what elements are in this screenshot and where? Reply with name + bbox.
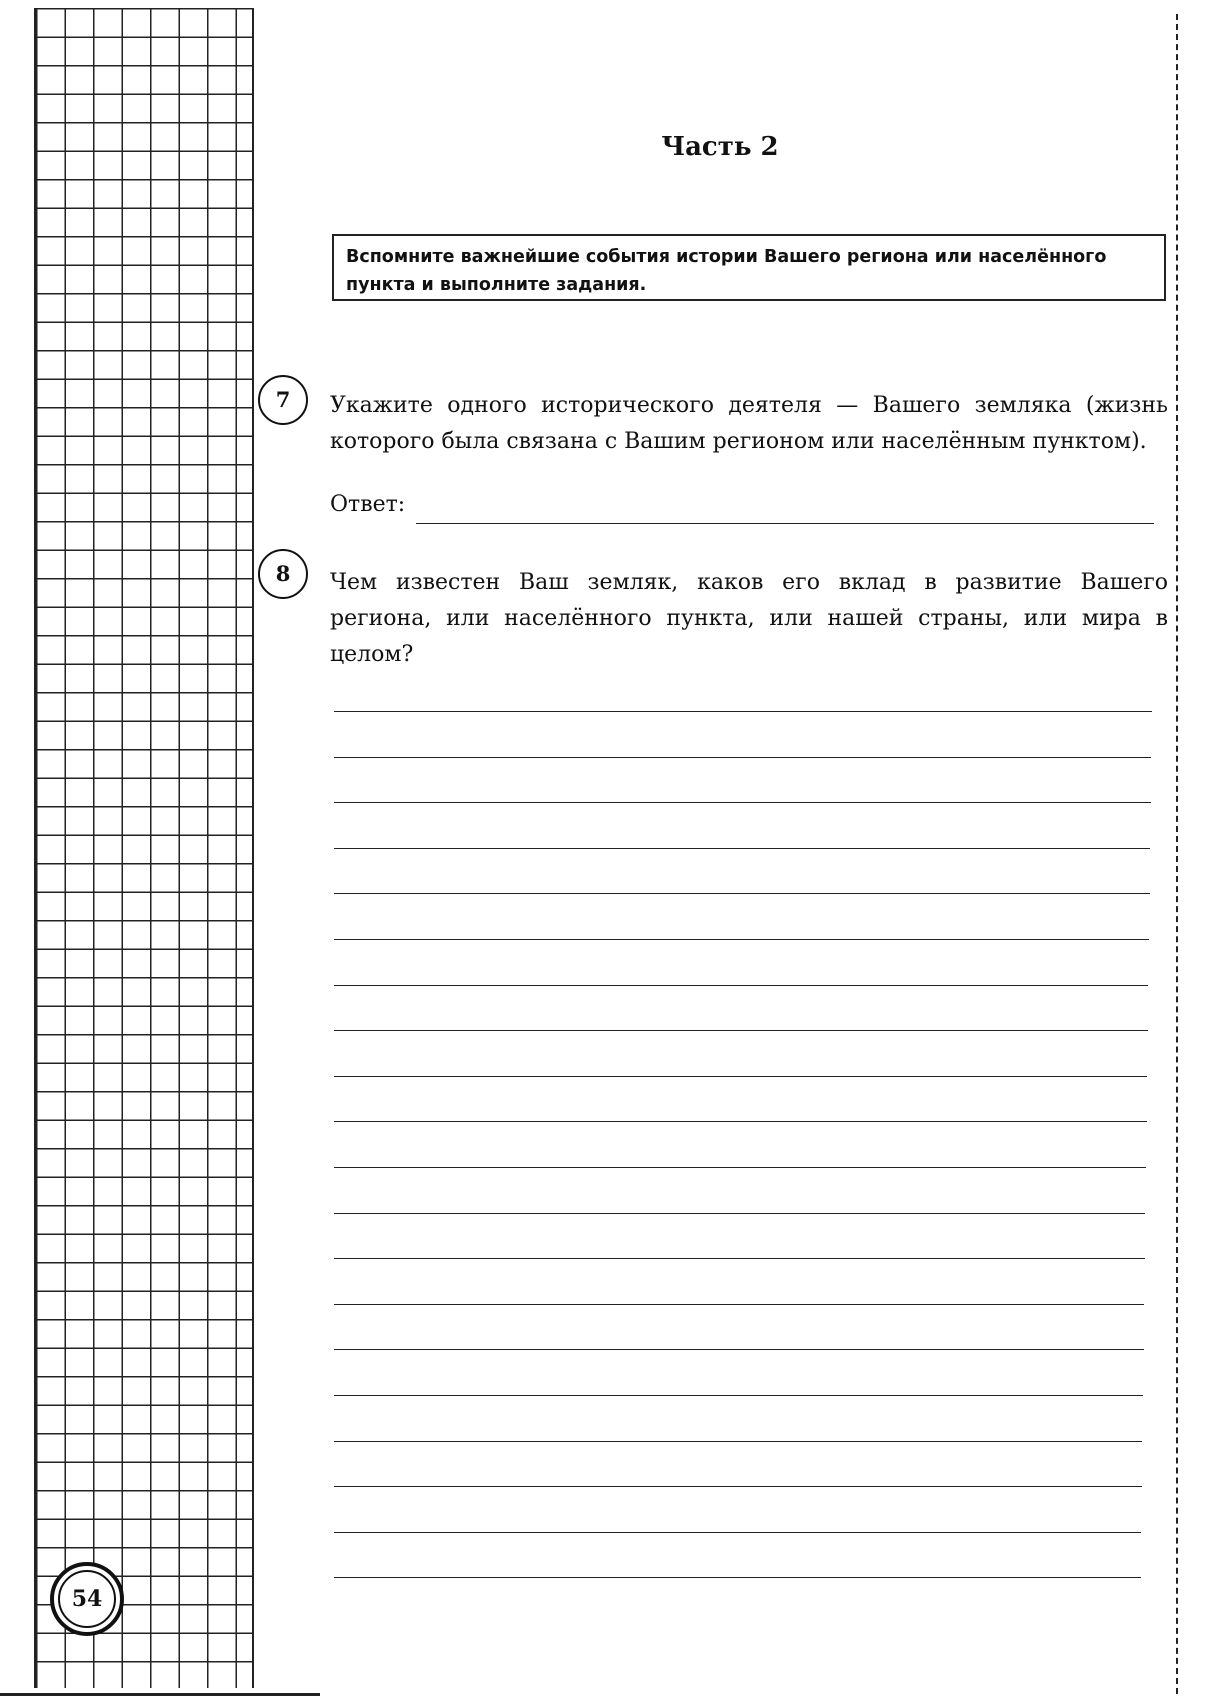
instruction-box: Вспомните важнейшие события истории Вашего региона или населённого пункта и выполните задания. xyxy=(332,234,1166,301)
answer-line[interactable] xyxy=(334,893,1150,894)
section-title: Часть 2 xyxy=(661,132,779,162)
answer-line[interactable] xyxy=(334,1304,1144,1305)
answer-line[interactable] xyxy=(334,848,1150,849)
answer-line[interactable] xyxy=(334,1441,1142,1442)
cut-line xyxy=(1176,14,1178,1694)
answer-line[interactable] xyxy=(334,1577,1141,1578)
answer-line[interactable] xyxy=(334,757,1151,758)
answer-line[interactable] xyxy=(334,1395,1143,1396)
answer-line[interactable] xyxy=(334,1349,1144,1350)
answer-line[interactable] xyxy=(334,939,1149,940)
answer-line[interactable] xyxy=(334,1167,1146,1168)
answer-line[interactable] xyxy=(334,1213,1145,1214)
bottom-rule xyxy=(0,1693,320,1696)
answer-line[interactable] xyxy=(334,1076,1147,1077)
answer-label: Ответ: xyxy=(330,492,406,517)
page-number: 54 xyxy=(71,1586,103,1612)
answer-line[interactable] xyxy=(334,985,1148,986)
question-7-text: Укажите одного исторического деятеля — Вашего земляка (жизнь которого была связана с Вашим регионом или населённым пунктом). xyxy=(330,393,1168,454)
answer-line[interactable] xyxy=(334,802,1151,803)
answer-line[interactable] xyxy=(334,1121,1147,1122)
page-number-badge xyxy=(50,1562,124,1636)
question-8-text: Чем известен Ваш земляк, каков его вклад в развитие Вашего региона, или населённого пункта, или нашей страны, или мира в целом? xyxy=(330,570,1168,667)
answer-line[interactable] xyxy=(334,1532,1141,1533)
answer-line[interactable] xyxy=(334,1258,1145,1259)
answer-field-7[interactable] xyxy=(416,523,1154,524)
question-number-7: 7 xyxy=(258,375,308,425)
answer-line[interactable] xyxy=(334,1486,1142,1487)
question-number-8: 8 xyxy=(258,549,308,599)
margin-grid xyxy=(34,8,254,1688)
answer-line[interactable] xyxy=(334,1030,1148,1031)
answer-line[interactable] xyxy=(334,711,1152,712)
